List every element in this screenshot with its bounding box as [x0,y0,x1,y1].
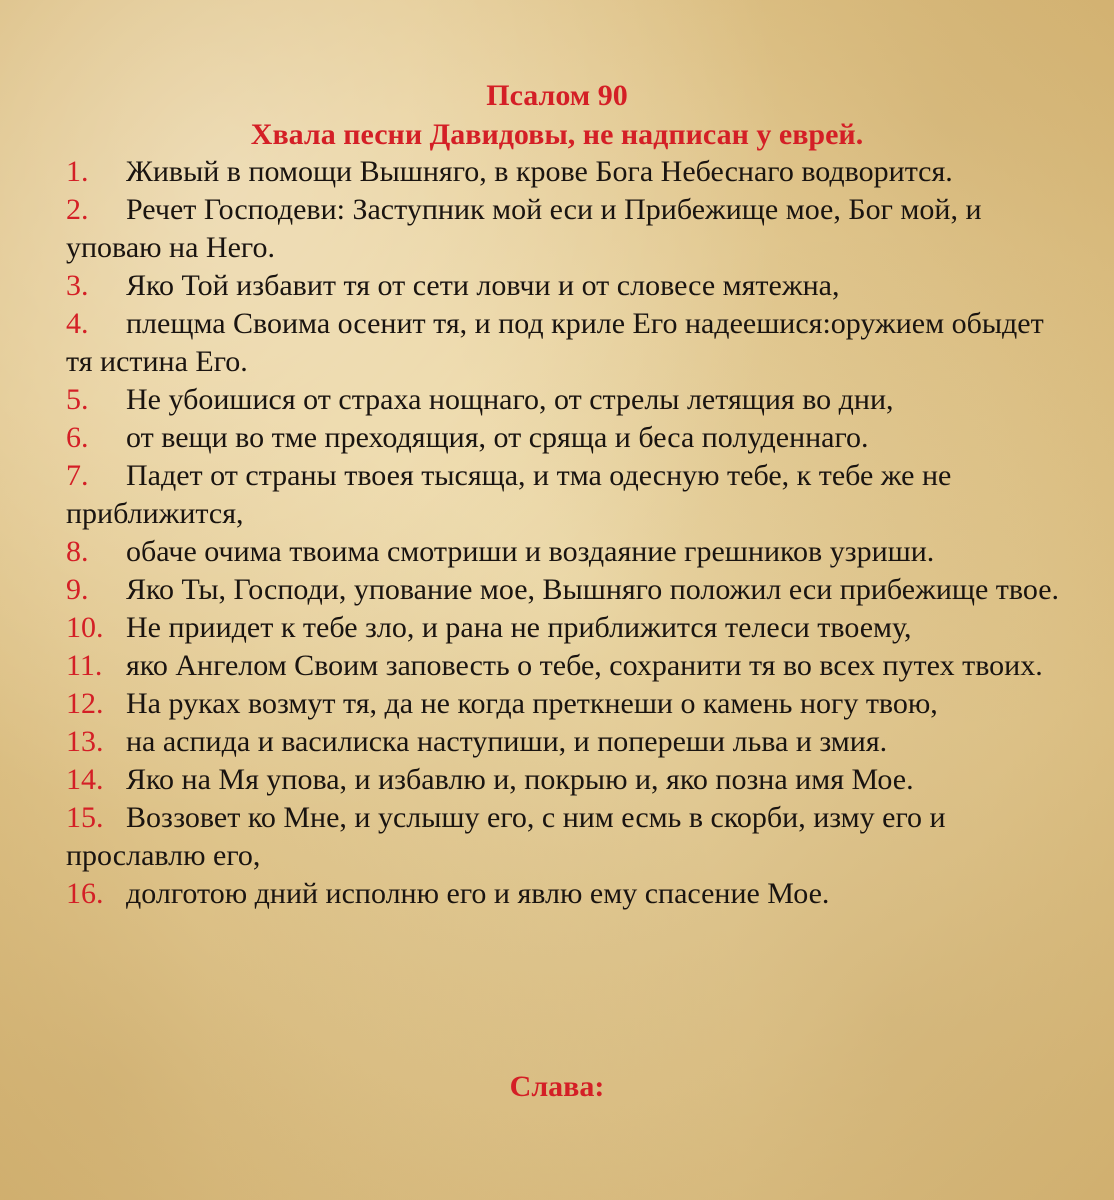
verse-text: На руках возмут тя, да не когда преткнеши о камень ногу твою, [126,687,938,720]
verse-list [66,153,1066,913]
verse-3 [66,267,1066,305]
verse-text: от вещи во тме преходящия, от сряща и беса полуденнаго. [126,421,869,454]
verse-11 [66,647,1066,685]
psalm-title: Псалом 90 [486,79,628,112]
verse-number: 13. [66,725,104,758]
verse-10 [66,609,1066,647]
verse-16 [66,875,1066,913]
verse-number: 7. [66,459,89,492]
verse-text: Яко Той избавит тя от сети ловчи и от словесе мятежна, [126,269,840,302]
verse-text: Не приидет к тебе зло, и рана не приближится телеси твоему, [126,611,912,644]
verse-12 [66,685,1066,723]
verse-number: 15. [66,801,104,834]
verse-2 [66,191,1066,267]
verse-number: 11. [66,649,103,682]
verse-4 [66,305,1066,381]
verse-number: 8. [66,535,89,568]
verse-number: 12. [66,687,104,720]
verse-number: 16. [66,877,104,910]
verse-text: Яко Ты, Господи, упование мое, Вышняго положил еси прибежище твое. [126,573,1060,606]
verse-text: долготою дний исполню его и явлю ему спасение Мое. [126,877,830,910]
verse-number: 10. [66,611,104,644]
verse-text: Падет от страны твоея тысяща, и тма одесную тебе, к тебе же не приближится, [66,459,952,530]
verse-number: 9. [66,573,89,606]
verse-5 [66,381,1066,419]
verse-number: 2. [66,193,89,226]
psalm-subtitle: Хвала песни Давидовы, не надписан у еврей. [250,118,864,151]
closing-gloria: Слава: [509,1070,605,1103]
verse-number: 3. [66,269,89,302]
verse-number: 1. [66,155,89,188]
verse-text: плещма Своима осенит тя, и под криле Его надеешися:оружием обыдет тя истина Его. [66,307,1044,378]
verse-text: на аспида и василиска наступиши, и попереши льва и змия. [126,725,888,758]
verse-number: 6. [66,421,89,454]
verse-13 [66,723,1066,761]
verse-1 [66,153,1066,191]
verse-text: Яко на Мя упова, и избавлю и, покрыю и, яко позна имя Мое. [126,763,914,796]
verse-text: обаче очима твоима смотриши и воздаяние грешников узриши. [126,535,935,568]
verse-number: 14. [66,763,104,796]
verse-14 [66,761,1066,799]
verse-text: Живый в помощи Вышняго, в крове Бога Небеснаго водворится. [126,155,953,188]
verse-text: Воззовет ко Мне, и услышу его, с ним есмь в скорби, изму его и прославлю его, [66,801,946,872]
verse-number: 4. [66,307,89,340]
verse-6 [66,419,1066,457]
verse-text: Речет Господеви: Заступник мой еси и Прибежище мое, Бог мой, и уповаю на Него. [66,193,982,264]
verse-9 [66,571,1066,609]
verse-8 [66,533,1066,571]
verse-text: Не убоишися от страха нощнаго, от стрелы летящия во дни, [126,383,894,416]
verse-text: яко Ангелом Своим заповесть о тебе, сохранити тя во всех путех твоих. [126,649,1043,682]
verse-number: 5. [66,383,89,416]
verse-15 [66,799,1066,875]
verse-7 [66,457,1066,533]
